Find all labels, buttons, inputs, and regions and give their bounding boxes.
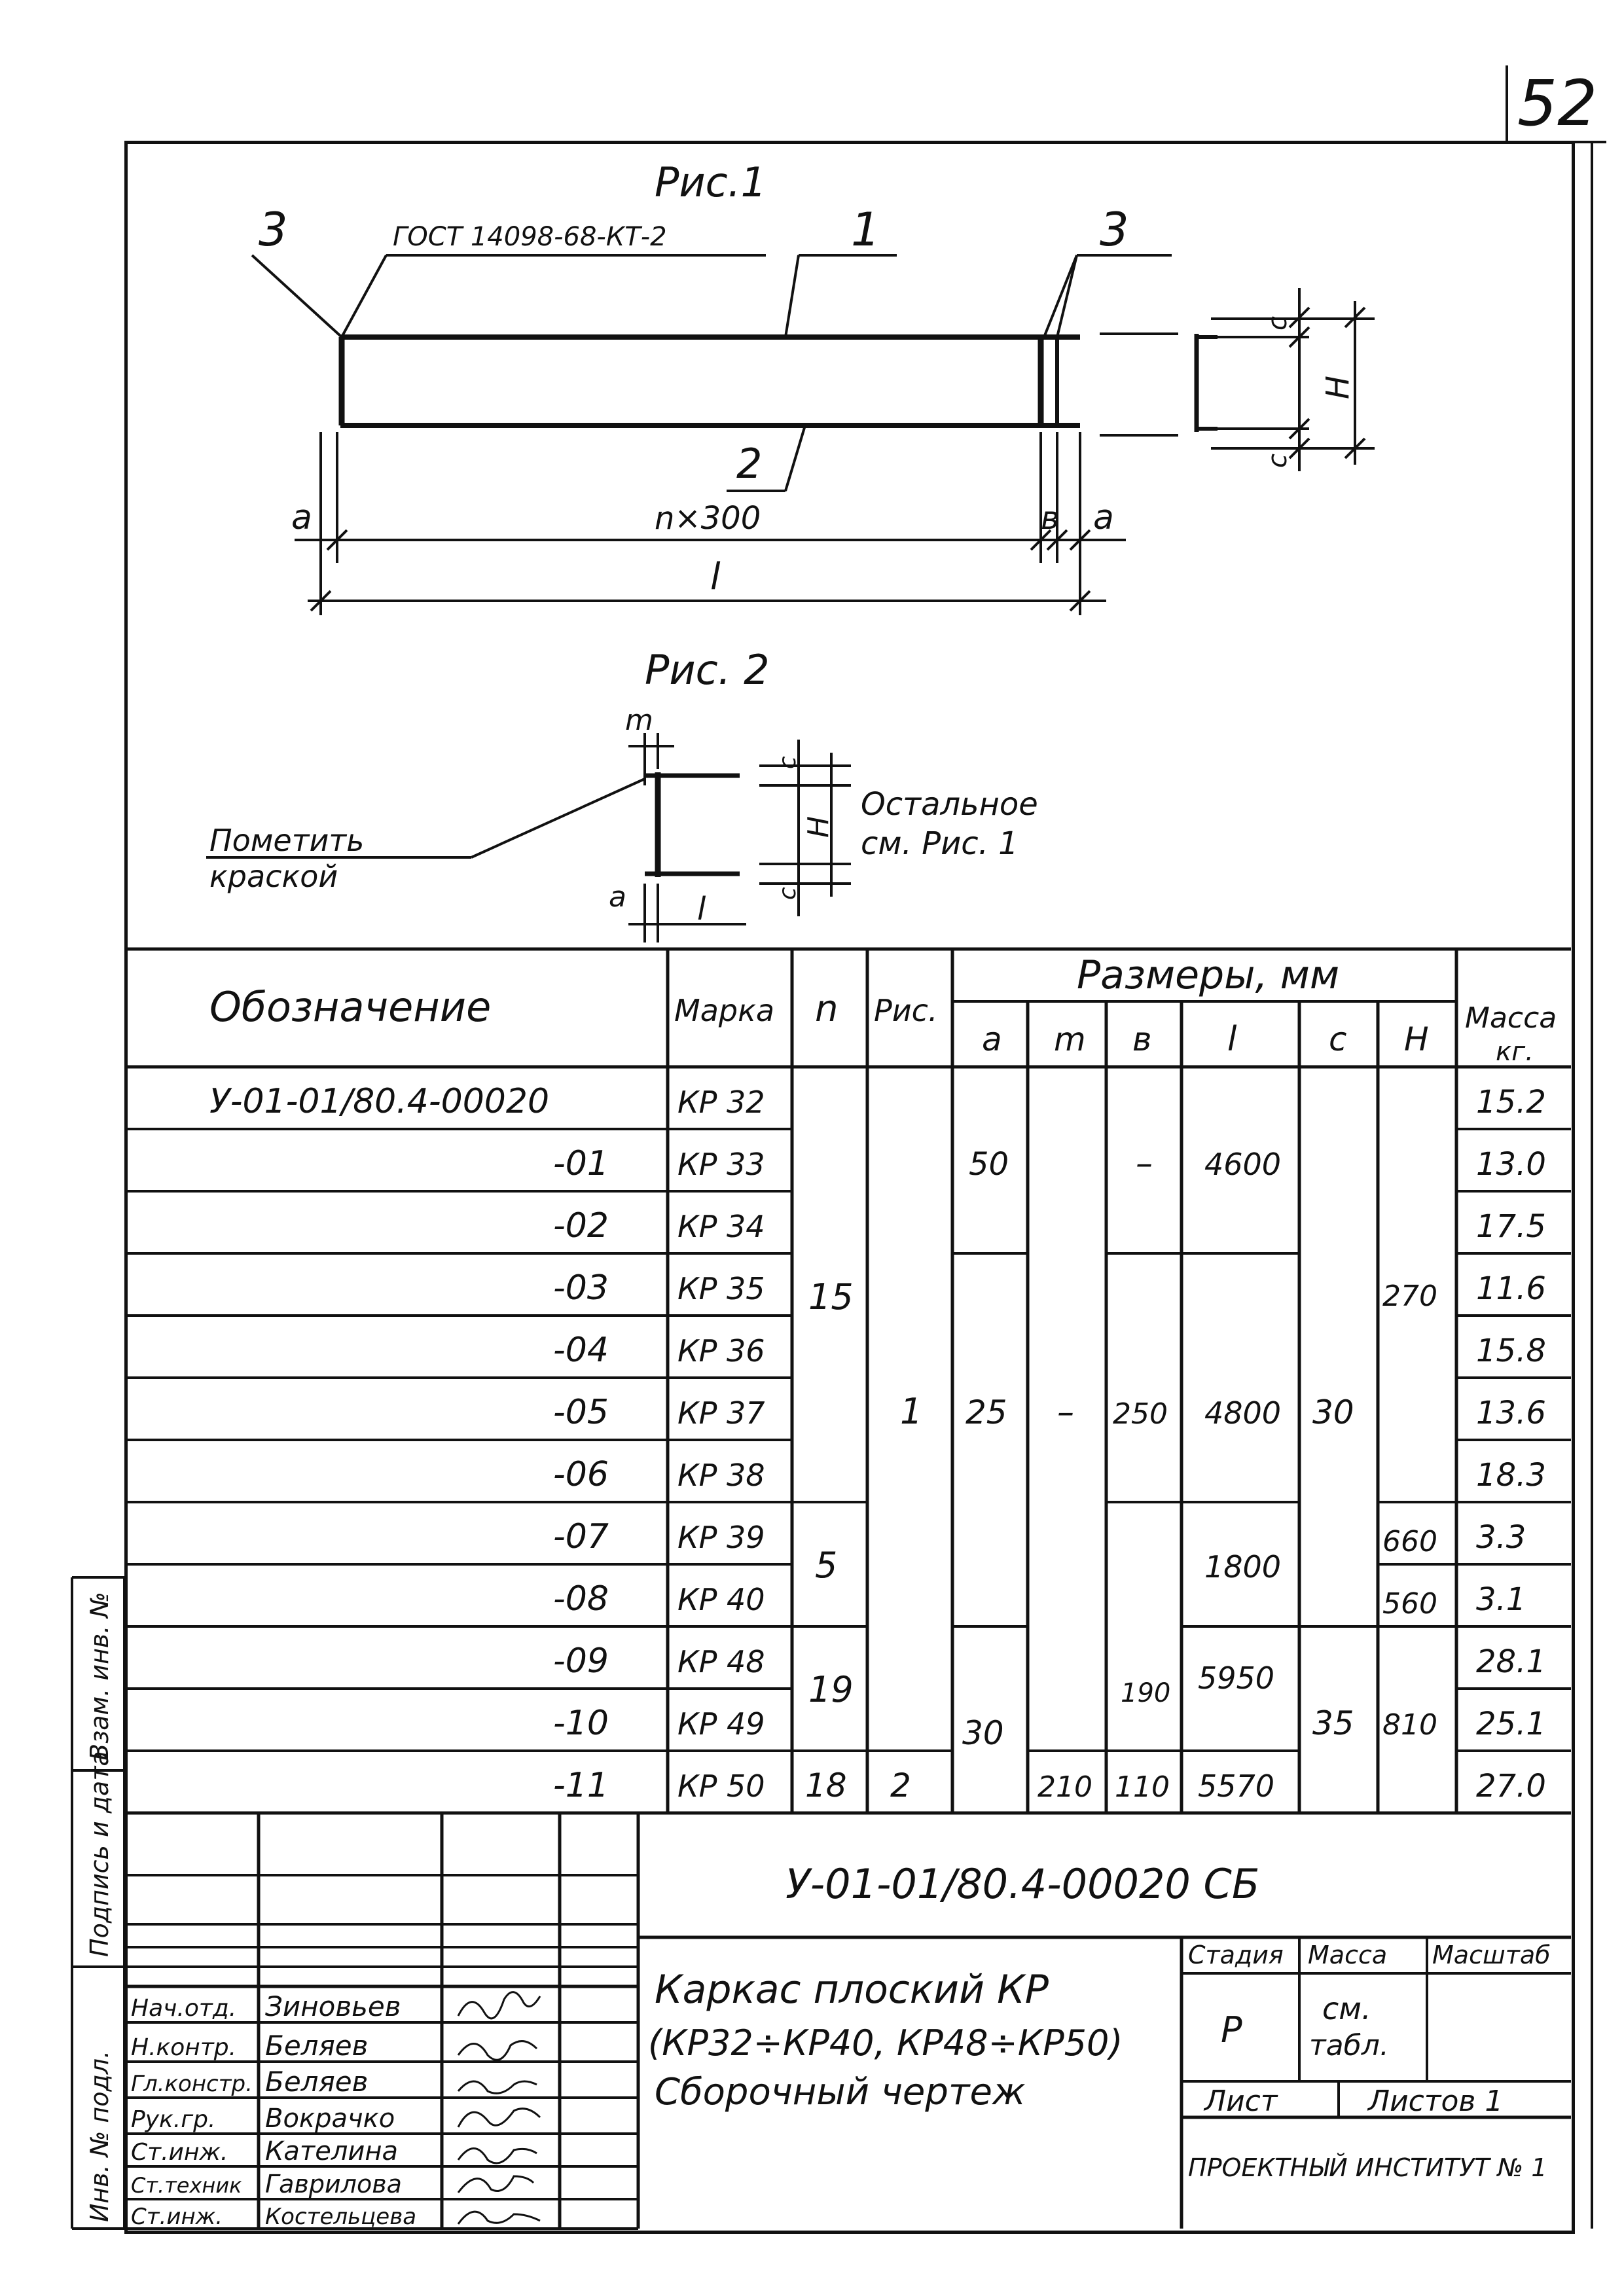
stamp-inv-orig: Инв. № подл. [85, 2050, 114, 2222]
sign-role-0: Нач.отд. [131, 1995, 237, 2022]
sign-role-6: Ст.инж. [131, 2204, 223, 2230]
fig2-dim-h: H [802, 816, 835, 838]
designation-10: -10 [553, 1704, 609, 1743]
header-a: a [982, 1020, 1002, 1058]
fig2-note-paint-line1: Пометить [209, 823, 365, 858]
fig1-callout-2: 2 [736, 440, 763, 488]
c-30: 30 [1312, 1393, 1354, 1431]
sign-name-2: Беляев [265, 2066, 369, 2098]
sign-name-3: Вокрачко [265, 2104, 395, 2134]
header-mass: Масса [1465, 1001, 1557, 1035]
fig2-note-rest-line2: см. Рис. 1 [861, 825, 1019, 862]
n-19: 19 [808, 1669, 854, 1710]
header-n: n [815, 988, 839, 1030]
fig2-note-rest-line1: Остальное [861, 786, 1038, 823]
doc-code: У-01-01/80.4-00020 СБ [785, 1860, 1260, 1908]
sign-role-4: Ст.инж. [131, 2139, 228, 2166]
page-number: 52 [1517, 67, 1598, 140]
designation-8: -08 [553, 1579, 609, 1619]
fig2-title: Рис. 2 [645, 646, 770, 694]
header-m: m [1054, 1020, 1086, 1058]
sign-role-3: Рук.гр. [131, 2106, 216, 2133]
mark-10: КР 49 [677, 1706, 765, 1742]
mass-10: 25.1 [1476, 1706, 1546, 1742]
fig1-dim-b: в [1041, 500, 1060, 537]
header-b: в [1132, 1020, 1152, 1058]
fig2-dim-m: m [625, 704, 653, 737]
fig-1: 1 [900, 1391, 923, 1432]
stamp-replace-inv: Взам. инв. № [85, 1591, 114, 1761]
fig2-note-paint-line2: краской [209, 859, 338, 894]
header-h: H [1404, 1020, 1429, 1058]
organization-name: ПРОЕКТНЫЙ ИНСТИТУТ № 1 [1188, 2153, 1547, 2182]
fig1-dim-l: l [710, 556, 721, 598]
m-210: 210 [1038, 1770, 1092, 1804]
designation-3: -03 [553, 1268, 609, 1308]
n-15: 15 [808, 1276, 854, 1318]
designation-0: У-01-01/80.4-00020 [209, 1082, 550, 1121]
l-5950: 5950 [1198, 1660, 1275, 1696]
mass-8: 3.1 [1476, 1581, 1526, 1618]
stamp-sign-date: Подпись и дата [85, 1751, 114, 1957]
mass-7: 3.3 [1476, 1519, 1526, 1556]
b-dash: – [1136, 1144, 1153, 1183]
fig2-dim-c-bottom: c [774, 887, 801, 900]
b-110: 110 [1115, 1770, 1170, 1804]
designation-6: -06 [553, 1455, 609, 1494]
sign-role-5: Ст.техник [131, 2173, 242, 2198]
fig1-title: Рис.1 [655, 158, 767, 206]
mark-6: КР 38 [677, 1458, 765, 1493]
sign-name-1: Беляев [265, 2030, 369, 2062]
fig1-gost-label: ГОСТ 14098-68-КТ-2 [393, 222, 667, 252]
mass-value-line2: табл. [1309, 2029, 1389, 2062]
mark-3: КР 35 [677, 1271, 765, 1306]
a-50: 50 [969, 1146, 1009, 1183]
mark-1: КР 33 [677, 1147, 765, 1182]
stage-label: Стадия [1188, 1941, 1284, 1969]
mass-3: 11.6 [1476, 1270, 1546, 1307]
header-mass-unit: кг. [1496, 1037, 1534, 1067]
mass-9: 28.1 [1476, 1643, 1546, 1680]
h-270: 270 [1382, 1280, 1437, 1313]
fig1-callout-3-left: 3 [259, 203, 288, 257]
stage-value: Р [1221, 2009, 1242, 2051]
l-1800: 1800 [1204, 1549, 1282, 1585]
mark-2: КР 34 [677, 1209, 765, 1244]
mass-1: 13.0 [1476, 1146, 1546, 1183]
fig2-dim-a: a [609, 880, 626, 914]
header-l: l [1227, 1020, 1237, 1059]
fig1-callout-1: 1 [851, 203, 880, 257]
mark-7: КР 39 [677, 1520, 765, 1555]
designation-11: -11 [553, 1766, 609, 1805]
fig2-dim-c-top: c [774, 756, 801, 769]
drawing-name-line1: Каркас плоский КР [655, 1967, 1049, 2013]
l-5570: 5570 [1198, 1768, 1275, 1804]
fig-2: 2 [890, 1767, 911, 1804]
scale-label: Масштаб [1432, 1941, 1551, 1969]
mark-8: КР 40 [677, 1582, 765, 1617]
sign-name-0: Зиновьев [265, 1990, 401, 2022]
mark-11: КР 50 [677, 1768, 765, 1804]
h-660: 660 [1382, 1525, 1437, 1558]
designation-4: -04 [553, 1331, 609, 1370]
fig1-callout-3-right: 3 [1100, 203, 1129, 257]
fig2-dim-l: l [697, 891, 706, 927]
designation-1: -01 [553, 1144, 609, 1183]
c-35: 35 [1312, 1704, 1354, 1742]
mark-9: КР 48 [677, 1644, 765, 1679]
h-810: 810 [1382, 1708, 1437, 1742]
b-250: 250 [1113, 1397, 1168, 1431]
mass-11: 27.0 [1476, 1768, 1546, 1804]
fig1-dim-c-bottom: c [1263, 454, 1293, 468]
designation-2: -02 [553, 1206, 609, 1246]
header-mark: Марка [674, 993, 775, 1028]
fig1-dim-a-right: a [1093, 498, 1114, 537]
mark-0: КР 32 [677, 1085, 765, 1120]
fig1-dim-c-top: c [1263, 316, 1293, 331]
mass-2: 17.5 [1476, 1208, 1546, 1245]
sheet-label: Лист [1204, 2085, 1278, 2118]
mark-4: КР 36 [677, 1333, 765, 1369]
n-18: 18 [805, 1767, 847, 1804]
a-30: 30 [962, 1714, 1004, 1752]
designation-7: -07 [553, 1517, 609, 1556]
mark-5: КР 37 [677, 1395, 765, 1431]
mass-4: 15.8 [1476, 1333, 1546, 1369]
mass-label: Масса [1308, 1941, 1388, 1969]
sign-role-2: Гл.констр. [131, 2071, 253, 2097]
sign-name-4: Кателина [265, 2136, 399, 2166]
designation-9: -09 [553, 1641, 609, 1681]
header-dimensions: Размеры, мм [1077, 952, 1340, 998]
fig1-dim-nx300: n×300 [655, 500, 761, 537]
fig1-dim-a-left: a [291, 498, 312, 537]
designation-5: -05 [553, 1393, 609, 1432]
fig1-dim-h: H [1320, 375, 1356, 399]
sheets-label: Листов 1 [1368, 2085, 1504, 2118]
mass-5: 13.6 [1476, 1395, 1546, 1431]
sign-name-6: Костельцева [265, 2204, 417, 2230]
b-190: 190 [1121, 1678, 1171, 1708]
signature-scribbles [458, 1992, 540, 2224]
sign-name-5: Гаврилова [265, 2170, 402, 2198]
mass-0: 15.2 [1476, 1084, 1546, 1121]
n-5: 5 [815, 1545, 838, 1586]
a-25: 25 [965, 1393, 1007, 1431]
h-560: 560 [1382, 1587, 1437, 1621]
l-4800: 4800 [1204, 1395, 1282, 1431]
sign-role-1: Н.контр. [131, 2034, 237, 2061]
drawing-name-line3: Сборочный чертеж [655, 2071, 1026, 2113]
m-dash: – [1057, 1393, 1074, 1432]
header-designation: Обозначение [209, 983, 492, 1031]
mass-6: 18.3 [1476, 1457, 1546, 1494]
mass-value-line1: см. [1322, 1991, 1371, 2026]
drawing-name-line2: (КР32÷КР40, КР48÷КР50) [648, 2022, 1123, 2064]
l-4600: 4600 [1204, 1147, 1282, 1182]
header-fig: Рис. [874, 993, 938, 1028]
header-c: c [1329, 1020, 1347, 1058]
